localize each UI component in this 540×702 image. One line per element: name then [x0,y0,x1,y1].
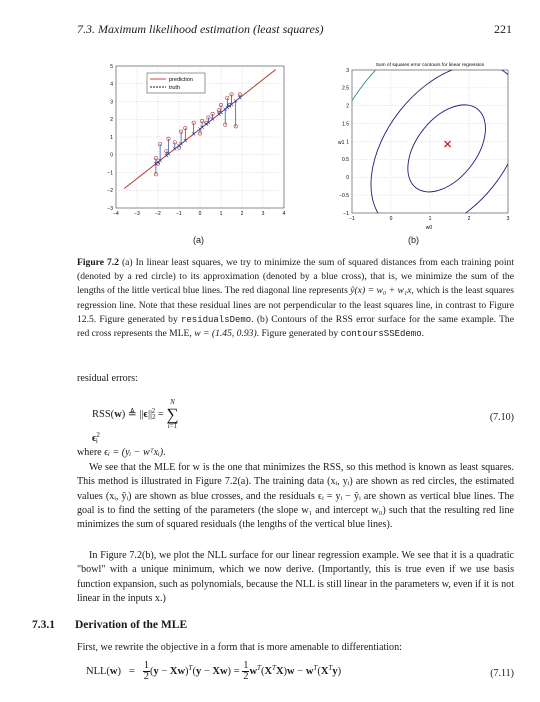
figure-b-title: Sum of squares error contours for linear regression [375,63,485,68]
page-number: 221 [494,22,512,36]
figure-a-ytick-label: 0 [110,152,113,159]
figure-a-xtick-label: 4 [282,211,286,217]
figure-b-ytick-label: −1 [343,210,349,217]
code-residualsdemo: residualsDemo [181,314,252,325]
figure-b-ylabel: w1 [338,140,345,146]
figure-b-xtick-label: 2 [467,216,471,222]
figure-b-xtick-label: 3 [506,216,510,222]
paragraph-rewrite: First, we rewrite the objective in a form that is more amenable to differentiation: [77,642,402,653]
equation-number-7-10: (7.10) [489,412,514,423]
figure-a-ytick-label: −2 [107,188,113,195]
figure-a-ytick-label: 4 [110,81,113,88]
figure-caption: Figure 7.2 (a) In linear least squares, we try to minimize the sum of squared distances from each training point (denoted by a red circle) to its approximation (denoted by a blue cross), that is, we minimize the sum of the lengths of the little vertical blue lines. The red diagonal line represents ŷ(x) = w₀ + w₁x, which is the least squares regression line. Note that these residual lines are not perpendicular to the least squares line, in contrast to Figure 12.5. Figure generated by residualsDemo. (b) Contours of the RSS error surface for the same example. The red cross represents the MLE, w = (1.45, 0.93). Figure generated by contoursSSEdemo. [77,257,514,340]
figure-b-xlabel: w0 [425,225,433,231]
figure-a-xtick-label: 0 [198,211,202,217]
figure-b-ytick-label: 2.5 [342,85,349,92]
section-heading: 7.3.1 Derivation of the MLE [32,619,188,631]
figure-a-xtick-label: 1 [219,211,223,217]
legend-truth-label: truth [169,85,181,91]
figure-a-xtick-label: −1 [176,211,182,217]
figure-b-ytick-label: 3 [346,67,349,74]
figure-a-xtick-label: 3 [261,211,265,217]
residual-errors-text: residual errors: [77,373,138,384]
figure-a-ytick-label: −3 [107,205,113,212]
figure-a-ytick-label: 2 [110,117,113,124]
figure-b-ytick-label: 0 [346,175,349,182]
figure-a-ytick-label: −1 [107,170,113,177]
figure-b-ytick-label: −0.5 [339,192,349,199]
equation-7-11: NLL(w) = $\frac{1}{2}$ $(y - Xw)^T(y - Xw)$ = $\frac{1}{2}$ $w^T(X^TX)w - w^T(X^Ty)$ [86,660,342,682]
figure-b-xtick-label: 0 [389,216,393,222]
equation-number-7-11: (7.11) [490,668,514,679]
paragraph-nll-surface: In Figure 7.2(b), we plot the NLL surface for our linear regression example. We see that it is a quadratic "bowl" with a unique minimum, which we now derive. (Importantly, this is true even if we use basis function expansion, such as polynomials, because the NLL is still linear in the parameters w, even if it is not linear in the inputs x.) [77,550,514,604]
figure-a-xtick-label: −4 [113,211,119,217]
figure-b-ytick-label: 1 [346,139,349,146]
figure-a-xtick-label: 2 [240,211,244,217]
figure-a-plot [100,62,300,232]
equation-7-10: RSS(w) ≜ $||\epsilon||_2^2$ = N ∑ i=1 $\epsilon^2_i$ [92,398,179,445]
figure-b-ytick-label: 1.5 [342,121,349,128]
running-header: 7.3. Maximum likelihood estimation (least squares) [77,22,324,36]
figure-b-label: (b) [408,235,419,245]
figure-b-plot [326,58,516,233]
paragraph-least-squares: We see that the MLE for w is the one that minimizes the RSS, so this method is known as least squares. This method is illustrated in Figure 7.2(a). The training data (xᵢ, yᵢ) are shown as red circles, the estimated values (xᵢ, ŷᵢ) are shown as blue crosses, and the residuals ϵᵢ = yᵢ − ŷᵢ are shown as vertical blue lines. The goal is to find the setting of the parameters (the slope w₁ and intercept w₀) such that the resulting red line minimizes the sum of squared residuals (the lengths of the vertical blue lines). [77,462,514,531]
figure-a-legend [147,73,205,93]
figure-a-label: (a) [193,235,204,245]
figure-a-ytick-label: 1 [110,134,113,141]
figure-b-ytick-label: 0.5 [342,157,349,164]
figure-a-xtick-label: −2 [155,211,161,217]
figure-b-ytick-label: 2 [346,103,349,110]
where-clause: where ϵᵢ = (yᵢ − wᵀxᵢ). [77,447,166,458]
code-contourssse: contoursSSEdemo [340,329,422,340]
figure-a-xtick-label: −3 [134,211,140,217]
figure-a-ytick-label: 5 [110,63,113,70]
legend-prediction-label: prediction [169,77,193,83]
caption-label: Figure 7.2 [77,257,119,268]
figure-a-ytick-label: 3 [110,99,113,106]
figure-b-xtick-label: −1 [349,216,355,222]
figure-b-xtick-label: 1 [428,216,432,222]
